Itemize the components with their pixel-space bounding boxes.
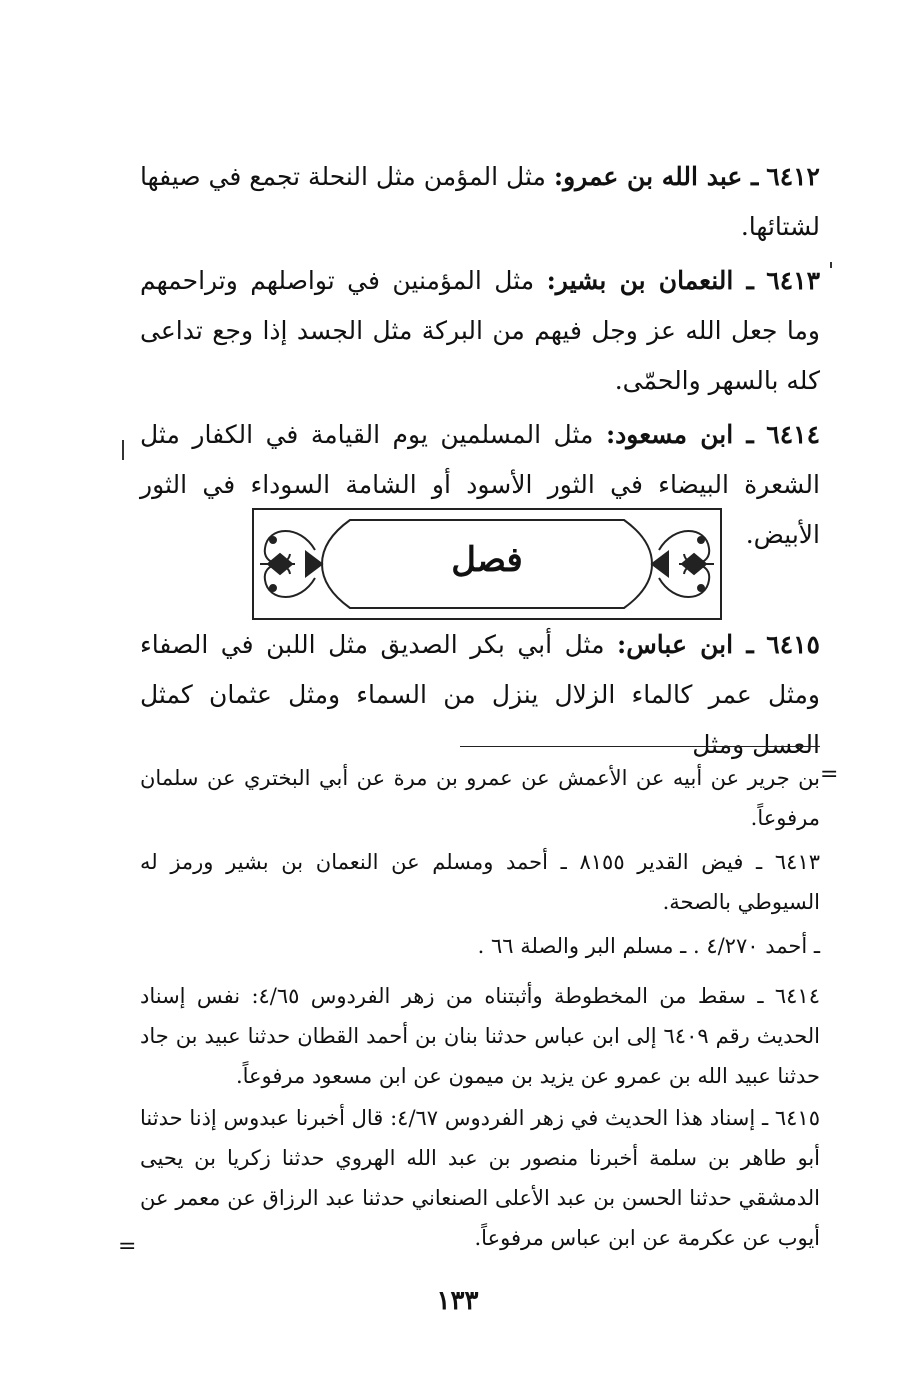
footnote-carryover: بن جرير عن أبيه عن الأعمش عن عمرو بن مرة عن أبي البختري عن سلمان مرفوعاً. xyxy=(140,766,820,830)
scan-mark xyxy=(122,440,124,460)
footnote-6414: ٦٤١٤ ـ سقط من المخطوطة وأثبتناه من زهر الفردوس ٤/٦٥: نفس إسناد الحديث رقم ٦٤٠٩ إلى ابن عباس حدثنا بنان بن أحمد القطان حدثنا عبيد بن جاد حدثنا عبيد الله بن عمرو عن يزيد بن ميمون عن ابن مسعود مرفوعاً. xyxy=(140,984,820,1088)
footnote-number: ٦٤١٣ xyxy=(774,850,821,874)
continuation-mark-top: = xyxy=(820,762,839,787)
scan-mark xyxy=(830,262,832,268)
footnote-6415: ٦٤١٥ ـ إسناد هذا الحديث في زهر الفردوس ٤/٦٧: قال أخبرنا عبدوس إذنا حدثنا أبو طاهر بن سلمة أخبرنا منصور بن عبد الله الهروي حدثنا زكريا بن يحيى الدمشقي حدثنا الحسن بن عبد الأعلى الصنعاني حدثنا عبد الرزاق عن معمر عن أيوب عن عكرمة عن ابن عباس مرفوعاً. xyxy=(140,1106,820,1250)
entry-narrator: النعمان بن بشير: xyxy=(546,266,734,295)
section-title: فصل xyxy=(451,540,523,580)
entry-text: مثل المسلمين يوم القيامة في الكفار مثل الشعرة البيضاء في الثور الأسود أو الشامة السوداء في الثور الأبيض. xyxy=(140,420,820,549)
footnote-number: ٦٤١٥ xyxy=(774,1106,820,1130)
footnote-divider xyxy=(460,746,820,747)
section-heading-frame xyxy=(252,508,722,620)
entry-narrator: عبد الله بن عمرو: xyxy=(553,162,743,191)
footnote-6413-references: ـ أحمد ٤/٢٧٠ . ـ مسلم البر والصلة ٦٦ . xyxy=(477,934,820,958)
footnote-6413: ٦٤١٣ ـ فيض القدير ٨١٥٥ ـ أحمد ومسلم عن النعمان بن بشير ورمز له السيوطي بالصحة. xyxy=(140,850,821,914)
footnote-text: فيض القدير ٨١٥٥ ـ أحمد ومسلم عن النعمان بن بشير ورمز له السيوطي بالصحة. xyxy=(140,850,820,914)
footnote-number: ٦٤١٤ xyxy=(774,984,820,1008)
entry-text: مثل أبي بكر الصديق مثل اللبن في الصفاء ومثل عمر كالماء الزلال ينزل من السماء ومثل عثمان كمثل العسل ومثل xyxy=(140,630,820,759)
footnote-text: إسناد هذا الحديث في زهر الفردوس ٤/٦٧: قال أخبرنا عبدوس إذنا حدثنا أبو طاهر بن سلمة أخبرنا منصور بن عبد الله الهروي حدثنا زكريا بن يحيى الدمشقي حدثنا الحسن بن عبد الأعلى الصنعاني حدثنا عبد الرزاق عن معمر عن أيوب عن عكرمة عن ابن عباس مرفوعاً. xyxy=(140,1106,820,1250)
entry-narrator: ابن عباس: xyxy=(617,630,734,659)
hadith-entry-6414: ٦٤١٤ ـ ابن مسعود: مثل المسلمين يوم القيامة في الكفار مثل الشعرة البيضاء في الثور الأسود أو الشامة السوداء في الثور الأبيض. xyxy=(140,420,820,549)
continuation-mark-bottom: = xyxy=(118,1234,137,1259)
hadith-entry-6413: ٦٤١٣ ـ النعمان بن بشير: مثل المؤمنين في تواصلهم وتراحمهم وما جعل الله عز وجل فيهم من البركة مثل الجسد إذا وجع تداعى كله بالسهر والحمّى. xyxy=(140,266,821,395)
entry-number: ٦٤١٢ xyxy=(766,162,820,191)
page-number: ١٣٣ xyxy=(436,1286,479,1316)
footnote-text: سقط من المخطوطة وأثبتناه من زهر الفردوس ٤/٦٥: نفس إسناد الحديث رقم ٦٤٠٩ إلى ابن عباس حدثنا بنان بن أحمد القطان حدثنا عبيد بن جاد حدثنا عبيد الله بن عمرو عن يزيد بن ميمون عن ابن مسعود مرفوعاً. xyxy=(140,984,820,1088)
entry-number: ٦٤١٣ xyxy=(766,266,821,295)
entry-text: مثل المؤمن مثل النحلة تجمع في صيفها لشتائها. xyxy=(140,162,820,241)
hadith-entry-6412: ٦٤١٢ ـ عبد الله بن عمرو: مثل المؤمن مثل النحلة تجمع في صيفها لشتائها. xyxy=(140,162,820,241)
entry-number: ٦٤١٥ xyxy=(766,630,820,659)
entry-narrator: ابن مسعود: xyxy=(605,420,734,449)
entry-number: ٦٤١٤ xyxy=(766,420,820,449)
hadith-entry-6415: ٦٤١٥ ـ ابن عباس: مثل أبي بكر الصديق مثل اللبن في الصفاء ومثل عمر كالماء الزلال ينزل من السماء ومثل عثمان كمثل العسل ومثل xyxy=(140,630,820,759)
entry-text: مثل المؤمنين في تواصلهم وتراحمهم وما جعل الله عز وجل فيهم من البركة مثل الجسد إذا وجع تداعى كله بالسهر والحمّى. xyxy=(140,266,820,395)
